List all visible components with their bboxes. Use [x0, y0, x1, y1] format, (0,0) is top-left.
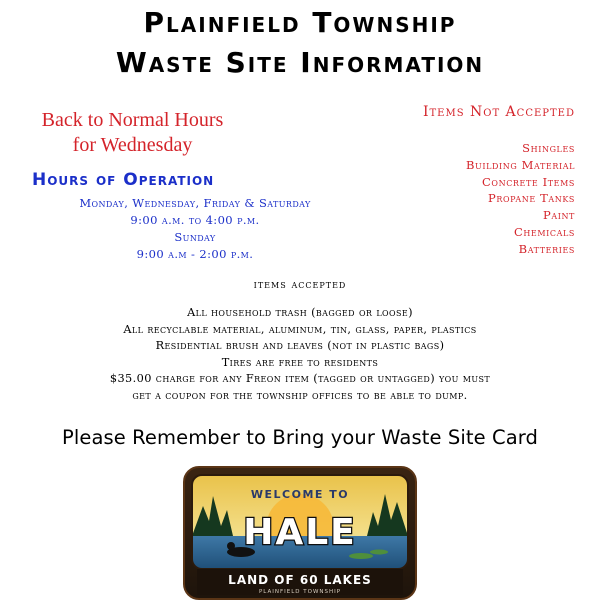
- hale-welcome-logo: [183, 466, 417, 600]
- hours-notice-line-1: Back to Normal Hours: [41, 109, 224, 131]
- hours-list: [25, 195, 365, 263]
- accepted-list: [0, 305, 600, 404]
- not-accepted-item: Chemicals: [513, 224, 575, 239]
- logo-welcome-text: WELCOME TO: [250, 488, 350, 501]
- lily-pad-icon: [349, 553, 373, 559]
- page-title-line-1: Plainfield Township: [143, 6, 457, 39]
- logo-artwork: [183, 466, 417, 600]
- not-accepted-item: Batteries: [518, 241, 575, 256]
- accepted-item: Residential brush and leaves (not in plastic bags): [155, 339, 445, 352]
- waste-site-card-reminder: Please Remember to Bring your Waste Site Card: [61, 426, 539, 449]
- accepted-heading: items accepted: [253, 277, 347, 291]
- hours-line: 9:00 a.m. to 4:00 p.m.: [130, 213, 260, 227]
- not-accepted-item: Concrete Items: [482, 174, 575, 189]
- accepted-item: Tires are free to residents: [221, 355, 379, 369]
- accepted-item: $35.00 charge for any Freon item (tagged or untagged) you must: [109, 372, 491, 385]
- not-accepted-heading: Items Not Accepted: [422, 104, 575, 120]
- logo-tagline: LAND OF 60 LAKES: [228, 573, 372, 587]
- accepted-item: get a coupon for the township offices to be able to dump.: [132, 388, 468, 402]
- not-accepted-item: Building Material: [465, 157, 575, 172]
- hours-notice: [20, 108, 245, 158]
- not-accepted-item: Paint: [542, 208, 575, 223]
- hours-heading: Hours of Operation: [32, 170, 215, 190]
- page-title-line-2: Waste Site Information: [115, 46, 485, 79]
- logo-subtitle: PLAINFIELD TOWNSHIP: [258, 589, 342, 595]
- not-accepted-item: Propane Tanks: [488, 191, 575, 206]
- logo-town-name: HALE: [243, 512, 357, 553]
- not-accepted-list: [466, 140, 575, 258]
- hours-line: 9:00 a.m - 2:00 p.m.: [136, 247, 254, 261]
- hours-line: Sunday: [174, 230, 216, 244]
- not-accepted-item: Shingles: [522, 141, 575, 155]
- accepted-item: All recyclable material, aluminum, tin, glass, paper, plastics: [123, 322, 477, 336]
- hours-notice-line-2: for Wednesday: [72, 134, 193, 156]
- accepted-item: All household trash (bagged or loose): [187, 306, 413, 319]
- hours-line: Monday, Wednesday, Friday & Saturday: [79, 196, 311, 210]
